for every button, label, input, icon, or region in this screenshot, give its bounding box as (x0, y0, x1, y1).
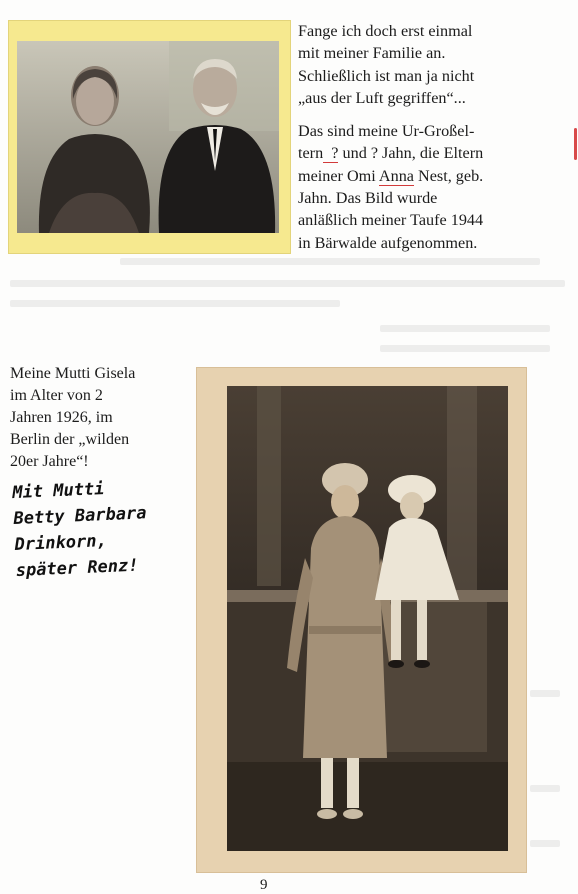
great-grandparents-photo (9, 21, 290, 253)
family-intro-text (298, 20, 553, 265)
caption-line: anläßlich meiner Taufe 1944 (298, 211, 484, 230)
intro-line: mit meiner Familie an. (298, 44, 446, 63)
caption-line: Meine Mutti Gisela (10, 365, 136, 382)
handwritten-line: später Renz! (15, 555, 139, 581)
caption-line: Jahn. Das Bild wurde (298, 189, 438, 208)
intro-line: „aus der Luft gegriffen“... (298, 88, 466, 107)
caption-line: in Bärwalde aufgenommen. (298, 233, 478, 252)
caption-fragment: tern (298, 144, 324, 163)
intro-line: Fange ich doch erst einmal (298, 22, 473, 40)
unknown-name-marker: ? (323, 144, 338, 163)
underlined-name: Anna (378, 166, 414, 185)
caption-fragment: meiner Omi (298, 166, 379, 185)
mother-photo-caption (10, 363, 190, 473)
handwritten-line: Betty Barbara (13, 503, 147, 530)
page-number: 9 (260, 877, 268, 893)
caption-fragment: und ? Jahn, die Eltern (338, 144, 484, 163)
handwritten-note (12, 472, 201, 584)
handwritten-line: Mit Mutti (11, 479, 105, 504)
handwritten-line: Drinkorn, (14, 531, 108, 556)
caption-line: 20er Jahre“! (10, 453, 89, 470)
caption-line: Jahren 1926, im (10, 409, 113, 426)
caption-fragment: Nest, geb. (413, 166, 484, 185)
red-margin-mark (574, 128, 577, 160)
intro-line: Schließlich ist man ja nicht (298, 66, 475, 85)
mother-and-child-photo (197, 368, 526, 872)
caption-line: Berlin der „wilden (10, 431, 130, 448)
caption-line: im Alter von 2 (10, 387, 103, 404)
caption-line: Das sind meine Ur-Großel- (298, 122, 475, 141)
